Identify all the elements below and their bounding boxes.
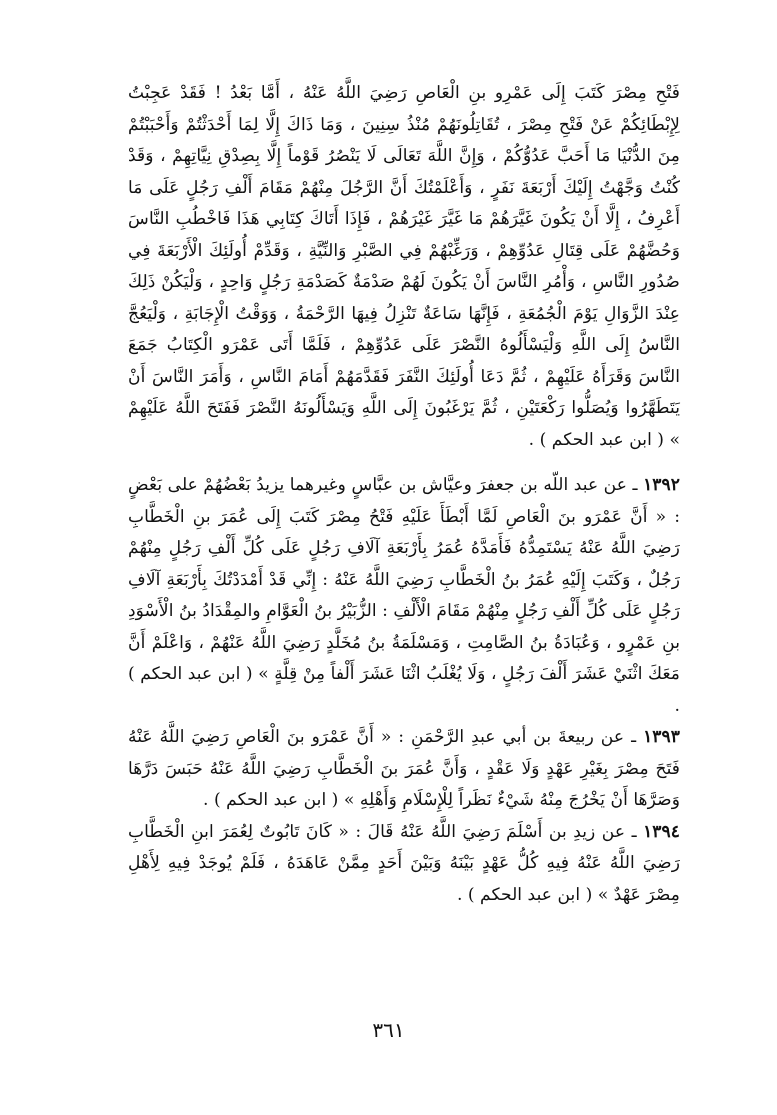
hadith-dash: ـ	[631, 821, 637, 842]
hadith-number: ١٣٩٢	[643, 475, 681, 495]
hadith-text: عن ربيعةَ بن أبي عبدِ الرَّحْمَنِ : « أَنَّ عَمْرَو بنَ الْعَاصِ رَضِيَ اللَّهُ عَنْهُ فَتَحَ مِصْرَ بِغَيْرِ عَهْدٍ وَلَا عَقْدٍ ، وَأَنَّ عُمَرَ بنَ الْخَطَّابِ رَضِيَ اللَّهُ عَنْهُ حَبَسَ دَرَّهَا وَصَرَّهَا أَنْ يَخْرُجَ مِنْهُ شَيْءٌ نَظَراً لِلْإِسْلَامِ وَأَهْلِهِ » ( ابن عبد الحكم ) .	[128, 727, 680, 810]
page-number: ٣٦١	[372, 1018, 405, 1042]
hadith-text: عن زيدِ بن أَسْلَمَ رَضِيَ اللَّهُ عَنْهُ قَالَ : « كَانَ تَابُوتٌ لِعُمَرَ ابنِ الْخَطَّابِ رَضِيَ اللَّهُ عَنْهُ فِيهِ كُلُّ عَهْدٍ بَيْنَهُ وَبَيْنَ أَحَدٍ مِمَّنْ عَاهَدَهُ ، فَلَمْ يُوجَدْ فِيهِ لِأَهْلِ مِصْرَ عَهْدٌ » ( ابن عبد الحكم ) .	[128, 821, 680, 905]
hadith-text: عن عبد اللّه بن جعفرَ وعيَّاش بن عبَّاسٍ وغيرهما يزيدُ بَعْضُهُمْ على بَعْضٍ : « أَنَّ عَمْرَو بنَ الْعَاصِ لَمَّا أَبْطَأَ عَلَيْهِ فَتْحُ مِصْرَ كَتَبَ إِلَى عُمَرَ بنِ الْخَطَّابِ رَضِيَ اللَّهُ عَنْهُ يَسْتَمِدُّهُ فَأَمَدَّهُ عُمَرُ بِأَرْبَعَةِ آلَافِ رَجُلٍ عَلَى كُلِّ أَلْفِ رَجُلٍ مِنْهُمْ رَجُلٌ ، وَكَتَبَ إِلَيْهِ عُمَرُ بنُ الْخَطَّابِ رَضِيَ اللَّهُ عَنْهُ : إِنِّي قَدْ أَمْدَدْتُكَ بِأَرْبَعَةِ آلَافِ رَجُلٍ عَلَى كُلِّ أَلْفِ رَجُلٍ مِنْهُمْ مَقَامَ الْأَلْفِ : الزُّبَيْرُ بنُ الْعَوَّامِ والمِقْدَادُ بنُ الْأَسْوَدِ بنِ عَمْرٍو ، وَعُبَادَةُ بنُ الصَّامِتِ ، وَمَسْلَمَةُ بنُ مُخَلَّدٍ رَضِيَ اللَّهُ عَنْهُمْ ، وَاعْلَمْ أَنَّ مَعَكَ اثْنَيْ عَشَرَ أَلْفَ رَجُلٍ ، وَلَا يُغْلَبُ اثْنَا عَشَرَ أَلْفاً مِنْ قِلَّةٍ » ( ابن عبد الحكم ) .	[128, 475, 680, 716]
hadith-number: ١٣٩٣	[643, 727, 680, 747]
hadith-dash: ـ	[632, 475, 638, 495]
hadith-1393	[128, 722, 680, 817]
hadith-1392	[128, 462, 680, 722]
hadith-dash: ـ	[631, 727, 637, 747]
continuation-paragraph: فَتْحِ مِصْرَ كَتَبَ إِلَى عَمْرِو بنِ الْعَاصِ رَضِيَ اللَّهُ عَنْهُ ، أَمَّا بَعْدُ ! فَقَدْ عَجِبْتُ لِإِبْطَائِكُمْ عَنْ فَتْحِ مِصْرَ ، تُقَاتِلُونَهُمْ مُنْذُ سِنِينَ ، وَمَا ذَاكَ إِلَّا لِمَا أَحْدَثْتُمْ وَأَحْبَبْتُمْ مِنَ الدُّنْيَا مَا أَحَبَّ عَدُوُّكُمْ ، وَإِنَّ اللَّهَ تَعَالَى لَا يَنْصُرُ قَوْماً إِلَّا بِصِدْقِ نِيَّاتِهِمْ ، وَقَدْ كُنْتُ وَجَّهْتُ إِلَيْكَ أَرْبَعَةَ نَفَرٍ ، وَأَعْلَمْتُكَ أَنَّ الرَّجُلَ مِنْهُمْ مَقَامَ أَلْفِ رَجُلٍ عَلَى مَا أَعْرِفُ ، إِلَّا أَنْ يَكُونَ غَيَّرَهُمْ مَا غَيَّرَ غَيْرَهُمْ ، فَإِذَا أَتَاكَ كِتَابِي هَذَا فَاخْطُبِ النَّاسَ وَحُضَّهُمْ عَلَى قِتَالِ عَدُوِّهِمْ ، وَرَغِّبْهُمْ فِي الصَّبْرِ وَالنِّيَّةِ ، وَقَدِّمْ أُولَئِكَ الْأَرْبَعَةَ فِي صُدُورِ النَّاسِ ، وَأْمُرِ النَّاسَ أَنْ يَكُونَ لَهُمْ صَدْمَةٌ كَصَدْمَةِ رَجُلٍ وَاحِدٍ ، وَلْيَكُنْ ذَلِكَ عِنْدَ الزَّوَالِ يَوْمَ الْجُمُعَةِ ، فَإِنَّهَا سَاعَةٌ تَنْزِلُ فِيهَا الرَّحْمَةُ ، وَوَقْتُ الْإِجَابَةِ ، وَلْيَعُجَّ النَّاسُ إِلَى اللَّهِ وَلْيَسْأَلُوهُ النَّصْرَ عَلَى عَدُوِّهِمْ ، فَلَمَّا أَتَى عَمْرَو الْكِتَابُ جَمَعَ النَّاسَ وَقَرَأَهُ عَلَيْهِمْ ، ثُمَّ دَعَا أُولَئِكَ النَّفَرَ فَقَدَّمَهُمْ أَمَامَ النَّاسِ ، وَأَمَرَ النَّاسَ أَنْ يَتَطَهَّرُوا وَيُصَلُّوا رَكْعَتَيْنِ ، ثُمَّ يَرْغَبُونَ إِلَى اللَّهِ وَيَسْأَلُونَهُ النَّصْرَ فَفَتَحَ اللَّهُ عَلَيْهِمْ » ( ابن عبد الحكم ) .	[128, 83, 680, 450]
hadith-number: ١٣٩٤	[643, 821, 680, 842]
hadith-1394	[128, 817, 680, 912]
page-body	[128, 78, 680, 911]
